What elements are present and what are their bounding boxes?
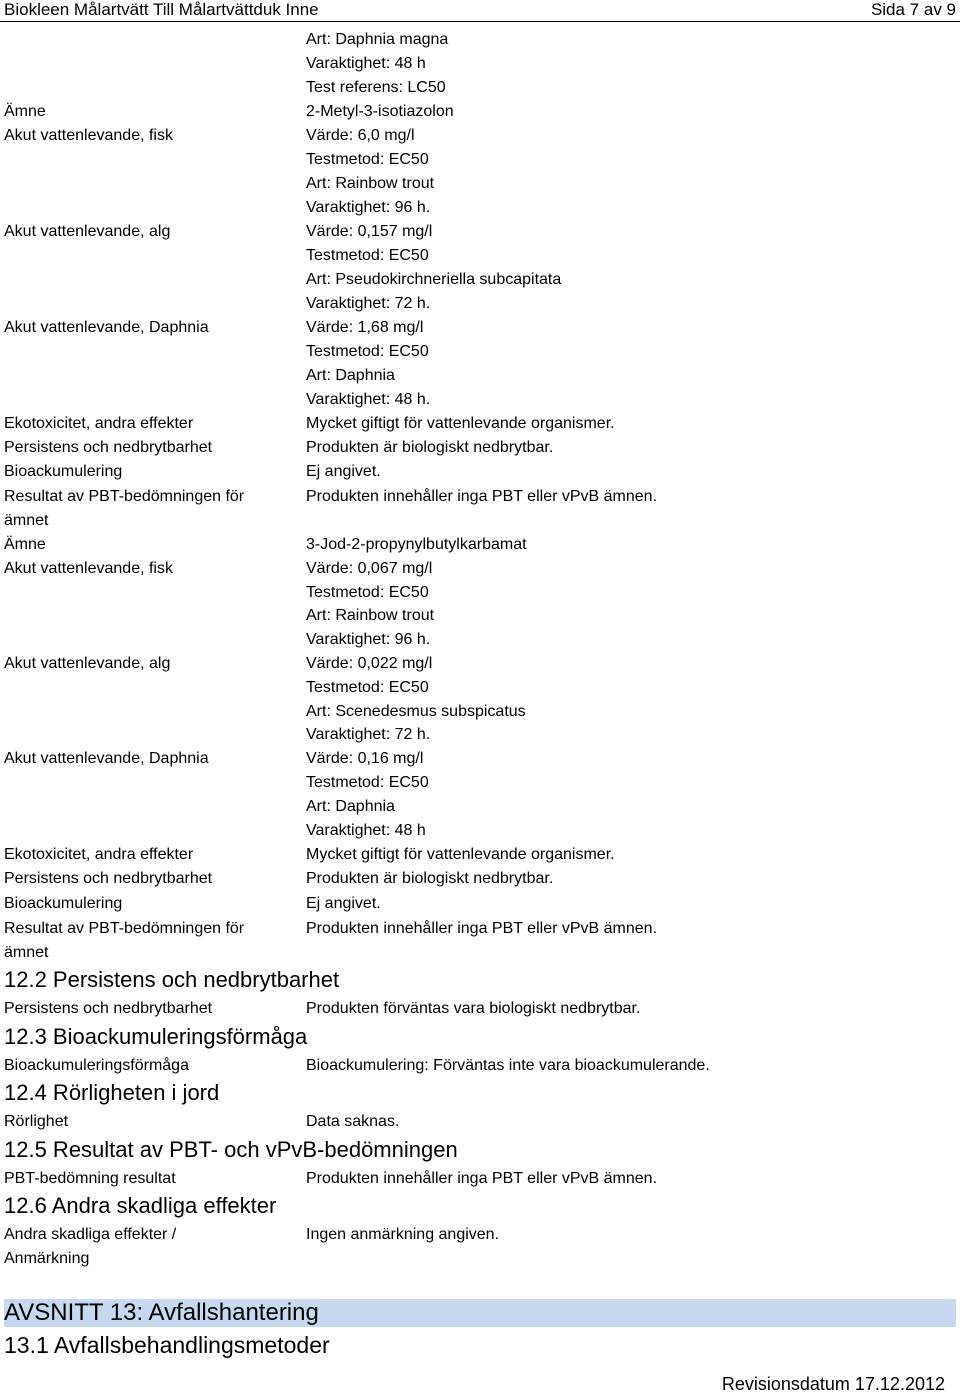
block1-label: Akut vattenlevande, fisk: [4, 127, 173, 144]
block1-label: Resultat av PBT-bedömningen för: [4, 488, 245, 505]
block1-value: Värde: 0,157 mg/l: [306, 223, 433, 240]
section-value: Ingen anmärkning angiven.: [306, 1226, 500, 1243]
section-label: Anmärkning: [4, 1250, 90, 1267]
block1-value: Produkten innehåller inga PBT eller vPvB ämnen.: [306, 488, 658, 505]
block2-label: ämnet: [4, 944, 49, 961]
block1-label: Ekotoxicitet, andra effekter: [4, 415, 194, 432]
block2-value: Värde: 0,067 mg/l: [306, 560, 433, 577]
block1-label: Akut vattenlevande, Daphnia: [4, 319, 209, 336]
block2-label: Akut vattenlevande, fisk: [4, 560, 173, 577]
block2-value: Varaktighet: 96 h.: [306, 631, 431, 648]
block2-label: Resultat av PBT-bedömningen för: [4, 920, 245, 937]
block2-value: Testmetod: EC50: [306, 774, 429, 791]
section-heading-12-3: 12.3 Bioackumuleringsförmåga: [4, 1024, 308, 1049]
block1-value: Varaktighet: 48 h: [306, 55, 426, 72]
block2-value: Produkten innehåller inga PBT eller vPvB ämnen.: [306, 920, 658, 937]
block1-value: Ej angivet.: [306, 463, 381, 480]
block2-value: Produkten är biologiskt nedbrytbar.: [306, 870, 554, 887]
section-label: Rörlighet: [4, 1113, 69, 1130]
block1-value: Art: Daphnia magna: [306, 31, 449, 48]
block1-value: Testmetod: EC50: [306, 151, 429, 168]
header-divider: [0, 21, 960, 22]
block1-value: Varaktighet: 48 h.: [306, 391, 431, 408]
block1-label: Akut vattenlevande, alg: [4, 223, 171, 240]
block1-label: Bioackumulering: [4, 463, 123, 480]
section-label: PBT-bedömning resultat: [4, 1170, 176, 1187]
block2-label: Bioackumulering: [4, 895, 123, 912]
block1-value: Värde: 1,68 mg/l: [306, 319, 424, 336]
block2-value: Art: Daphnia: [306, 798, 395, 815]
block1-value: Test referens: LC50: [306, 79, 446, 96]
block1-value: Testmetod: EC50: [306, 343, 429, 360]
block2-substance: 3-Jod-2-propynylbutylkarbamat: [306, 536, 527, 553]
document-title: Biokleen Målartvätt Till Målartvättduk Inne: [4, 0, 319, 19]
section-label: Persistens och nedbrytbarhet: [4, 1000, 213, 1017]
section-heading-12-4: 12.4 Rörligheten i jord: [4, 1080, 220, 1105]
block1-value: Art: Rainbow trout: [306, 175, 435, 192]
block2-value: Värde: 0,16 mg/l: [306, 750, 424, 767]
block1-value: Testmetod: EC50: [306, 247, 429, 264]
block2-label: Persistens och nedbrytbarhet: [4, 870, 213, 887]
section-13-title: AVSNITT 13: Avfallshantering: [4, 1299, 319, 1326]
block2-value: Varaktighet: 72 h.: [306, 726, 431, 743]
section-heading-13-1: 13.1 Avfallsbehandlingsmetoder: [4, 1332, 330, 1358]
block2-value: Värde: 0,022 mg/l: [306, 655, 433, 672]
section-value: Data saknas.: [306, 1113, 400, 1130]
block2-value: Art: Scenedesmus subspicatus: [306, 703, 526, 720]
block2-value: Mycket giftigt för vattenlevande organismer.: [306, 846, 615, 863]
block2-label: Ekotoxicitet, andra effekter: [4, 846, 194, 863]
block2-label: Ämne: [4, 536, 46, 553]
block2-value: Ej angivet.: [306, 895, 381, 912]
page-number: Sida 7 av 9: [870, 0, 956, 19]
section-value: Bioackumulering: Förväntas inte vara bioackumulerande.: [306, 1057, 710, 1074]
section-heading-12-5: 12.5 Resultat av PBT- och vPvB-bedömningen: [4, 1137, 458, 1162]
block1-value: Varaktighet: 96 h.: [306, 199, 431, 216]
block1-value: Produkten är biologiskt nedbrytbar.: [306, 439, 554, 456]
block1-value: Värde: 6,0 mg/l: [306, 127, 415, 144]
section-value: Produkten innehåller inga PBT eller vPvB ämnen.: [306, 1170, 658, 1187]
page-header: [4, 0, 956, 20]
block2-value: Testmetod: EC50: [306, 679, 429, 696]
section-label: Bioackumuleringsförmåga: [4, 1057, 189, 1074]
block2-value: Art: Rainbow trout: [306, 607, 435, 624]
revision-date: Revisionsdatum 17.12.2012: [721, 1374, 945, 1394]
block2-label: Akut vattenlevande, Daphnia: [4, 750, 209, 767]
block1-value: Varaktighet: 72 h.: [306, 295, 431, 312]
block2-value: Testmetod: EC50: [306, 584, 429, 601]
block1-label: ämnet: [4, 512, 49, 529]
block1-label: Ämne: [4, 103, 46, 120]
block1-substance: 2-Metyl-3-isotiazolon: [306, 103, 454, 120]
block2-label: Akut vattenlevande, alg: [4, 655, 171, 672]
block1-value: Art: Daphnia: [306, 367, 395, 384]
section-heading-12-2: 12.2 Persistens och nedbrytbarhet: [4, 967, 340, 992]
block1-value: Mycket giftigt för vattenlevande organismer.: [306, 415, 615, 432]
block1-label: Persistens och nedbrytbarhet: [4, 439, 213, 456]
block1-value: Art: Pseudokirchneriella subcapitata: [306, 271, 562, 288]
block2-value: Varaktighet: 48 h: [306, 822, 426, 839]
section-value: Produkten förväntas vara biologiskt nedbrytbar.: [306, 1000, 641, 1017]
section-heading-12-6: 12.6 Andra skadliga effekter: [4, 1193, 277, 1218]
section-label: Andra skadliga effekter /: [4, 1226, 177, 1243]
